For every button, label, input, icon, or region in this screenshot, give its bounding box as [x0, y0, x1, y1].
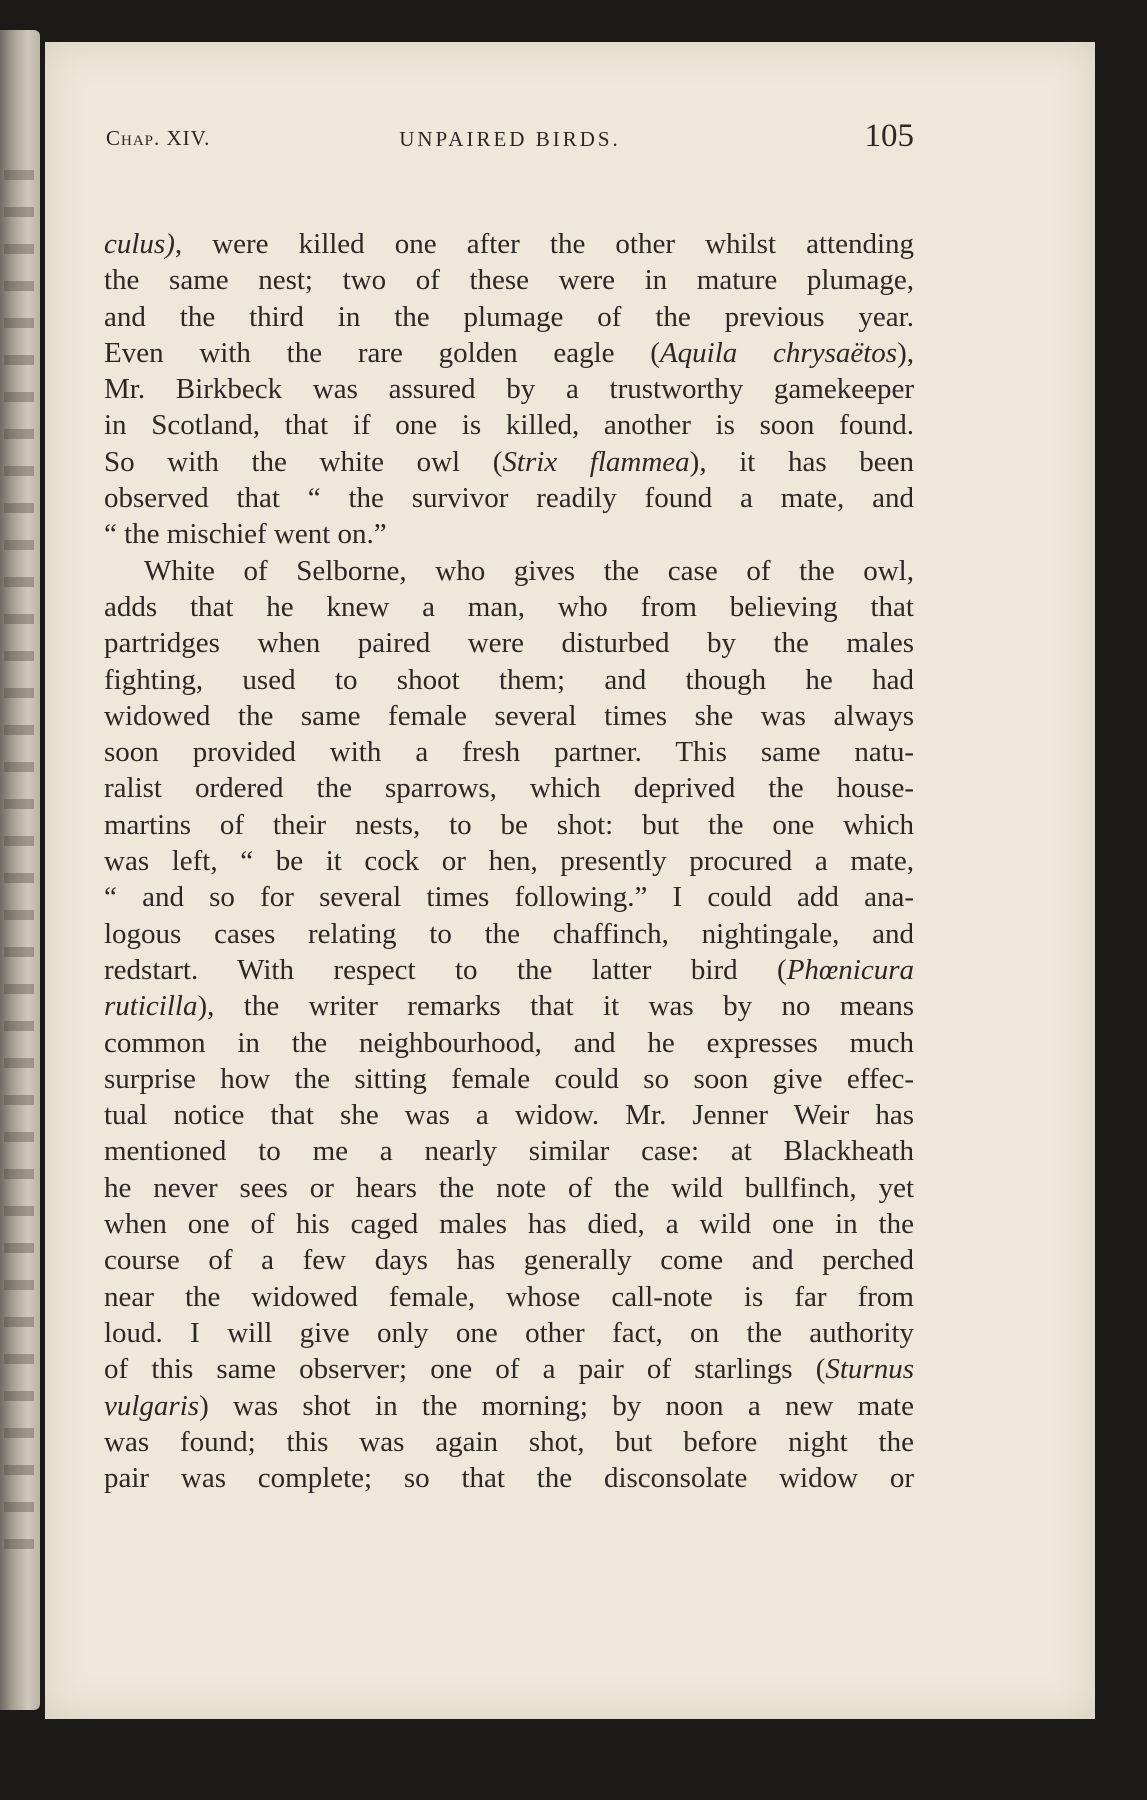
text-segment: Mr. Birkbeck was assured by a trustworthy gamekeeper [104, 373, 914, 406]
text-segment: mentioned to me a nearly similar case: at Blackheath [104, 1135, 914, 1168]
text-segment: he never sees or hears the note of the wild bullfinch, yet [104, 1171, 914, 1204]
text-segment: course of a few days has generally come and perched [104, 1244, 914, 1277]
text-segment: fighting, used to shoot them; and though he had [104, 663, 914, 696]
text-line [104, 262, 914, 298]
text-segment: loud. I will give only one other fact, on the authority [104, 1316, 914, 1349]
text-line [104, 879, 914, 915]
text-line [104, 625, 914, 661]
text-segment: adds that he knew a man, who from believing that [104, 590, 914, 623]
text-segment: was left, “ be it cock or hen, presently procured a mate, [104, 845, 914, 878]
text-line [104, 1279, 914, 1315]
text-line [104, 1351, 914, 1387]
text-line [104, 407, 914, 443]
text-segment: in Scotland, that if one is killed, another is soon found. [104, 409, 914, 442]
text-line [104, 1424, 914, 1460]
text-line [104, 371, 914, 407]
body-text [104, 226, 914, 1496]
text-segment: So with the white owl ( [104, 445, 503, 478]
text-line [104, 444, 914, 480]
text-line [104, 1242, 914, 1278]
text-segment: martins of their nests, to be shot: but the one which [104, 808, 914, 841]
text-line [104, 1133, 914, 1169]
text-segment: when one of his caged males has died, a wild one in the [104, 1208, 914, 1241]
text-line [104, 1460, 914, 1496]
text-segment: tual notice that she was a widow. Mr. Jenner Weir has [104, 1099, 914, 1132]
text-line [104, 589, 914, 625]
text-line [104, 807, 914, 843]
text-segment: surprise how the sitting female could so soon give effec- [104, 1062, 914, 1095]
text-segment: of this same observer; one of a pair of starlings ( [104, 1353, 826, 1386]
text-segment: partridges when paired were disturbed by the males [104, 627, 914, 660]
text-segment: soon provided with a fresh partner. This same natu- [104, 736, 914, 769]
text-segment: ), [897, 336, 914, 369]
text-line [104, 516, 914, 552]
text-line [104, 770, 914, 806]
italic-text: Sturnus [825, 1353, 914, 1386]
text-line [104, 843, 914, 879]
gutter-show-through [4, 170, 34, 1570]
text-segment: ), it has been [689, 445, 914, 478]
italic-text: vulgaris [104, 1389, 200, 1422]
text-segment: logous cases relating to the chaffinch, nightingale, and [104, 917, 914, 950]
text-segment: ), the writer remarks that it was by no means [197, 990, 914, 1023]
text-segment: observed that “ the survivor readily found a mate, and [104, 482, 914, 515]
text-segment: was found; this was again shot, but before night the [104, 1425, 914, 1458]
text-line [104, 1315, 914, 1351]
page-number: 105 [864, 118, 914, 154]
text-segment: White of Selborne, who gives the case of the owl, [144, 554, 914, 587]
text-line [104, 1388, 914, 1424]
text-segment: widowed the same female several times she was always [104, 699, 914, 732]
text-segment: near the widowed female, whose call-note is far from [104, 1280, 914, 1313]
text-line [104, 988, 914, 1024]
text-segment: common in the neighbourhood, and he expresses much [104, 1026, 914, 1059]
running-header [106, 118, 914, 158]
text-segment: “ the mischief went on.” [104, 518, 387, 551]
text-line [104, 698, 914, 734]
running-title: UNPAIRED BIRDS. [399, 127, 621, 151]
text-segment: and the third in the plumage of the previous year. [104, 300, 914, 333]
text-segment: redstart. With respect to the latter bird ( [104, 953, 787, 986]
text-segment: ) was shot in the morning; by noon a new mate [199, 1389, 914, 1422]
previous-page-edge [0, 30, 40, 1710]
text-line [104, 226, 914, 262]
text-line [104, 916, 914, 952]
text-line [104, 734, 914, 770]
text-line [104, 1025, 914, 1061]
text-line [104, 952, 914, 988]
text-segment: , were killed one after the other whilst attending [174, 228, 914, 260]
italic-text: Phœnicura [786, 953, 914, 986]
text-line [104, 1097, 914, 1133]
text-line [104, 299, 914, 335]
text-line [104, 553, 914, 589]
text-line [104, 662, 914, 698]
text-line [104, 335, 914, 371]
text-segment: “ and so for several times following.” I could add ana- [104, 881, 914, 914]
text-segment: pair was complete; so that the disconsolate widow or [104, 1462, 914, 1495]
text-line [104, 1170, 914, 1206]
text-segment: the same nest; two of these were in mature plumage, [104, 264, 914, 297]
text-line [104, 1206, 914, 1242]
text-segment: Even with the rare golden eagle ( [104, 336, 660, 369]
italic-text: Strix flammea [502, 445, 690, 478]
text-line [104, 1061, 914, 1097]
italic-text: culus) [104, 228, 175, 260]
text-segment: ralist ordered the sparrows, which deprived the house- [104, 772, 914, 805]
italic-text: Aquila chrysaëtos [659, 336, 898, 369]
text-line [104, 480, 914, 516]
italic-text: ruticilla [104, 990, 198, 1023]
chapter-label: Chap. XIV. [106, 126, 211, 150]
